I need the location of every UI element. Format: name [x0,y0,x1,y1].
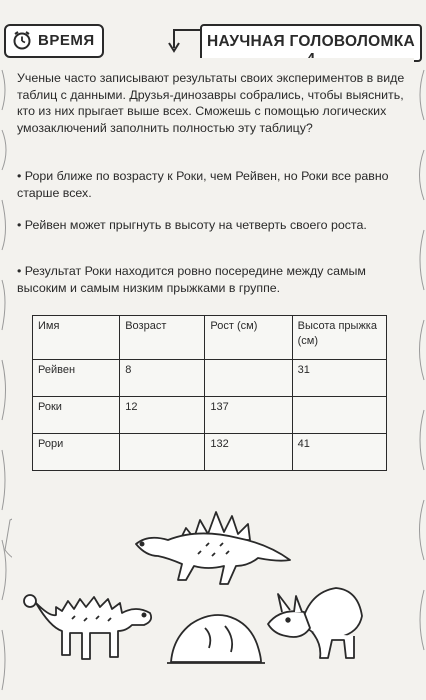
arrow-icon [166,24,204,54]
table-cell[interactable] [205,360,292,397]
clock-icon [12,30,32,50]
page-header [0,10,426,60]
table-cell[interactable]: 132 [205,434,292,471]
table-header-row [33,316,387,360]
time-box [4,24,104,58]
page-title: НАУЧНАЯ ГОЛОВОЛОМКА [206,33,416,50]
table-cell[interactable]: 31 [292,360,386,397]
triceratops-icon [262,578,370,666]
header-name: Имя [33,316,120,360]
header-age: Возраст [120,316,205,360]
table-cell[interactable]: 12 [120,397,205,434]
header-jump: Высота прыжка (см) [292,316,386,360]
table-cell: Роки [33,397,120,434]
table-cell[interactable]: 137 [205,397,292,434]
table-cell: Рейвен [33,360,120,397]
clue-1: • Рори ближе по возрасту к Роки, чем Рейвен, но Роки все равно старше всех. [17,169,389,200]
table-cell[interactable] [292,397,386,434]
clue-2: • Рейвен может прыгнуть в высоту на четверть своего роста. [17,218,367,232]
table-cell[interactable]: 41 [292,434,386,471]
table-cell[interactable]: 8 [120,360,205,397]
rock-icon [165,608,267,666]
table-row [33,360,387,397]
table-row [33,397,387,434]
header-height: Рост (см) [205,316,292,360]
intro-paragraph: Ученые часто записывают результаты своих экспериментов в виде таблиц с данными. Друзья-динозавры собрались, чтобы выяснить, кто из них прыгает выше всех. Сможешь с помощью логических умозаключений заполнить полностью эту таблицу? [17,71,405,135]
table-cell[interactable] [120,434,205,471]
title-box [200,24,422,62]
table-row [33,434,387,471]
table-cell: Рори [33,434,120,471]
time-label: ВРЕМЯ [38,32,95,49]
ankylosaurus-icon [20,585,158,667]
data-table [32,315,387,471]
clue-3: • Результат Роки находится ровно посередине между самым высоким и самым низким прыжками в группе. [17,264,366,295]
